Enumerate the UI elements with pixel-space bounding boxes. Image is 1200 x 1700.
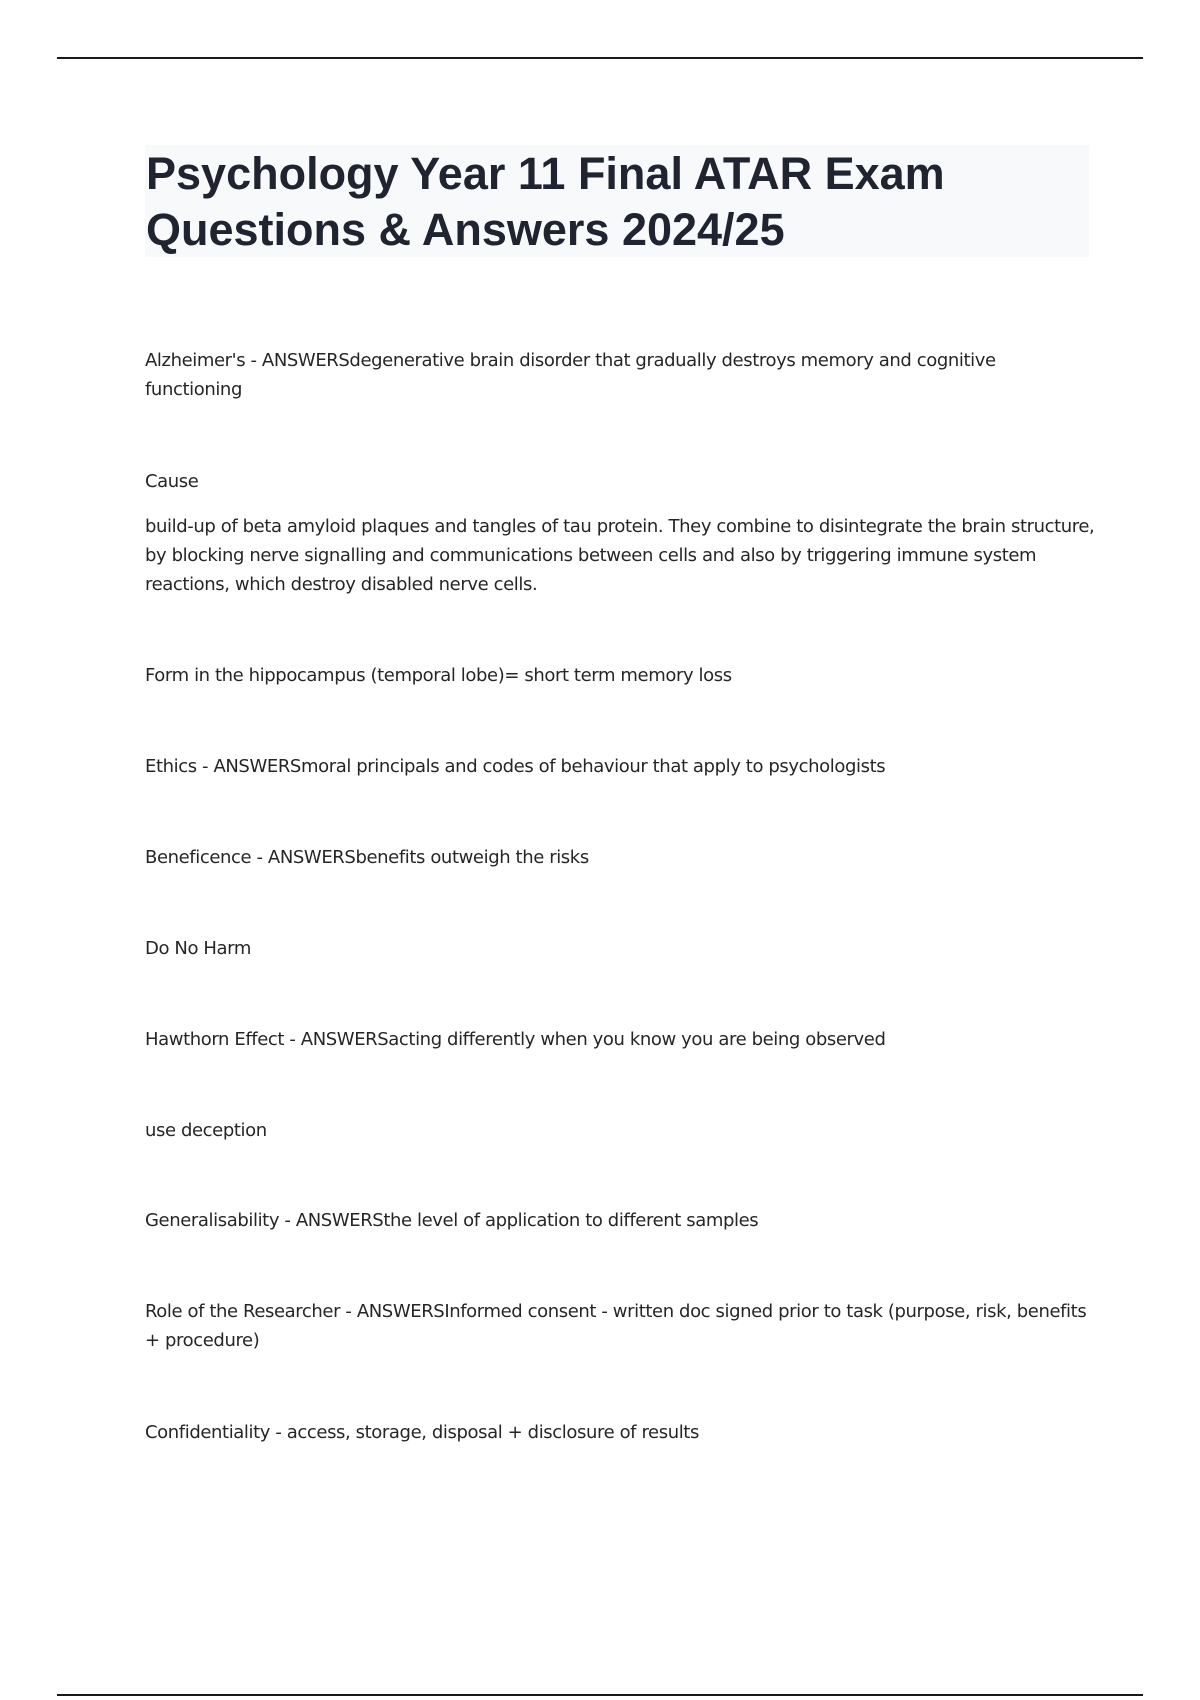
- entry-confidentiality: Confidentiality - access, storage, disposal + disclosure of results: [145, 1422, 699, 1443]
- entry-hawthorn-effect: Hawthorn Effect - ANSWERSacting differently when you know you are being observed: [145, 1029, 886, 1050]
- entry-beneficence: Beneficence - ANSWERSbenefits outweigh the risks: [145, 847, 589, 868]
- footer-rule: [57, 1694, 1143, 1696]
- entry-hippocampus: Form in the hippocampus (temporal lobe)= short term memory loss: [145, 665, 732, 686]
- page-title: [146, 146, 1086, 258]
- entry-use-deception: use deception: [145, 1120, 267, 1141]
- entry-ethics: Ethics - ANSWERSmoral principals and codes of behaviour that apply to psychologists: [145, 756, 886, 777]
- entry-do-no-harm: Do No Harm: [145, 938, 251, 959]
- entry-cause-text: build-up of beta amyloid plaques and tangles of tau protein. They combine to disintegrate the brain structure, by blocking nerve signalling and communications between cells and also by triggering immune system reactions, which destroy disabled nerve cells.: [145, 516, 1095, 595]
- entry-alzheimers: Alzheimer's - ANSWERSdegenerative brain disorder that gradually destroys memory and cognitive functioning: [145, 350, 996, 400]
- entry-cause-heading: Cause: [145, 471, 199, 492]
- page-title-line-2: Questions & Answers 2024/25: [146, 204, 785, 255]
- entry-role-of-researcher: Role of the Researcher - ANSWERSInformed consent - written doc signed prior to task (purpose, risk, benefits + procedure): [145, 1301, 1087, 1351]
- header-rule: [57, 57, 1143, 59]
- entry-generalisability: Generalisability - ANSWERSthe level of application to different samples: [145, 1210, 759, 1231]
- page-title-line-1: Psychology Year 11 Final ATAR Exam: [146, 148, 945, 199]
